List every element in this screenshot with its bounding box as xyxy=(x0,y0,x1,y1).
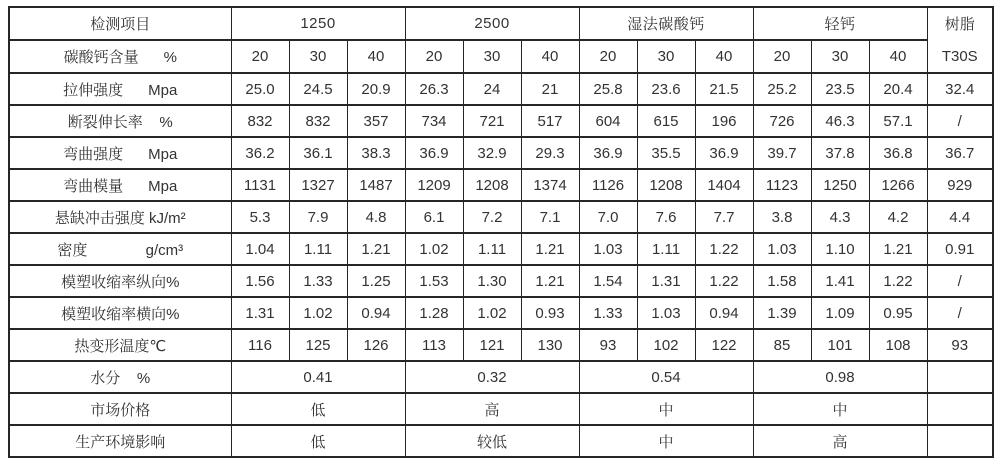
loading-cell: 30 xyxy=(463,40,521,73)
resin-value-cell: 36.7 xyxy=(927,137,993,169)
resin-value-cell: 0.91 xyxy=(927,233,993,265)
value-cell: 46.3 xyxy=(811,105,869,137)
loading-row-label: 碳酸钙含量 % xyxy=(9,40,231,73)
merged-value-cell: 较低 xyxy=(405,425,579,457)
row-label: 悬缺冲击强度 kJ/m² xyxy=(9,201,231,233)
value-cell: 1131 xyxy=(231,169,289,201)
table-row xyxy=(9,201,993,233)
resin-value-cell: / xyxy=(927,265,993,297)
value-cell: 1.21 xyxy=(521,233,579,265)
value-cell: 1.11 xyxy=(289,233,347,265)
table-row xyxy=(9,265,993,297)
loading-cell: 30 xyxy=(289,40,347,73)
value-cell: 1.11 xyxy=(637,233,695,265)
value-cell: 604 xyxy=(579,105,637,137)
table-row xyxy=(9,169,993,201)
resin-value-cell: 93 xyxy=(927,329,993,361)
loading-cell: 20 xyxy=(231,40,289,73)
value-cell: 5.3 xyxy=(231,201,289,233)
loading-cell: 20 xyxy=(753,40,811,73)
value-cell: 37.8 xyxy=(811,137,869,169)
value-cell: 36.9 xyxy=(695,137,753,169)
value-cell: 7.6 xyxy=(637,201,695,233)
resin-value-cell: / xyxy=(927,105,993,137)
header-resin-column xyxy=(927,7,993,73)
value-cell: 1.21 xyxy=(521,265,579,297)
row-label: 生产环境影响 xyxy=(9,425,231,457)
value-cell: 36.1 xyxy=(289,137,347,169)
value-cell: 1.02 xyxy=(405,233,463,265)
value-cell: 1.58 xyxy=(753,265,811,297)
loading-cell: 40 xyxy=(695,40,753,73)
row-label: 水分 % xyxy=(9,361,231,393)
value-cell: 93 xyxy=(579,329,637,361)
value-cell: 1.21 xyxy=(869,233,927,265)
loading-cell: 30 xyxy=(811,40,869,73)
value-cell: 615 xyxy=(637,105,695,137)
row-label: 弯曲模量 Mpa xyxy=(9,169,231,201)
value-cell: 1250 xyxy=(811,169,869,201)
value-cell: 1487 xyxy=(347,169,405,201)
value-cell: 29.3 xyxy=(521,137,579,169)
value-cell: 57.1 xyxy=(869,105,927,137)
merged-value-cell: 中 xyxy=(579,425,753,457)
merged-value-cell: 中 xyxy=(753,393,927,425)
row-label: 密度 g/cm³ xyxy=(9,233,231,265)
value-cell: 1.11 xyxy=(463,233,521,265)
value-cell: 1266 xyxy=(869,169,927,201)
value-cell: 7.9 xyxy=(289,201,347,233)
row-label: 模塑收缩率横向% xyxy=(9,297,231,329)
loading-cell: 20 xyxy=(405,40,463,73)
value-cell: 130 xyxy=(521,329,579,361)
value-cell: 1.02 xyxy=(463,297,521,329)
row-label: 热变形温度℃ xyxy=(9,329,231,361)
value-cell: 1.09 xyxy=(811,297,869,329)
resin-value-cell: 32.4 xyxy=(927,73,993,105)
merged-value-cell: 低 xyxy=(231,425,405,457)
value-cell: 1.31 xyxy=(637,265,695,297)
value-cell: 36.9 xyxy=(405,137,463,169)
value-cell: 734 xyxy=(405,105,463,137)
merged-value-cell: 低 xyxy=(231,393,405,425)
row-label: 市场价格 xyxy=(9,393,231,425)
row-label: 拉伸强度 Mpa xyxy=(9,73,231,105)
value-cell: 1.54 xyxy=(579,265,637,297)
header-test-items: 检测项目 xyxy=(9,7,231,40)
value-cell: 1.22 xyxy=(695,265,753,297)
value-cell: 1208 xyxy=(637,169,695,201)
value-cell: 6.1 xyxy=(405,201,463,233)
material-properties-table xyxy=(8,6,994,458)
header-row-groups xyxy=(9,7,993,40)
value-cell: 1.02 xyxy=(289,297,347,329)
resin-value-cell: 929 xyxy=(927,169,993,201)
table-row xyxy=(9,297,993,329)
table-row xyxy=(9,425,993,457)
value-cell: 1.25 xyxy=(347,265,405,297)
table-row xyxy=(9,73,993,105)
value-cell: 7.1 xyxy=(521,201,579,233)
value-cell: 36.8 xyxy=(869,137,927,169)
merged-value-cell: 高 xyxy=(753,425,927,457)
value-cell: 1374 xyxy=(521,169,579,201)
value-cell: 25.8 xyxy=(579,73,637,105)
value-cell: 1209 xyxy=(405,169,463,201)
merged-value-cell: 0.54 xyxy=(579,361,753,393)
value-cell: 102 xyxy=(637,329,695,361)
value-cell: 25.2 xyxy=(753,73,811,105)
header-group: 1250 xyxy=(231,7,405,40)
table-row xyxy=(9,361,993,393)
value-cell: 1.41 xyxy=(811,265,869,297)
value-cell: 726 xyxy=(753,105,811,137)
resin-value-cell: / xyxy=(927,297,993,329)
header-group: 2500 xyxy=(405,7,579,40)
value-cell: 122 xyxy=(695,329,753,361)
value-cell: 517 xyxy=(521,105,579,137)
resin-value-cell xyxy=(927,361,993,393)
value-cell: 1.56 xyxy=(231,265,289,297)
value-cell: 196 xyxy=(695,105,753,137)
table-row xyxy=(9,137,993,169)
header-group: 湿法碳酸钙 xyxy=(579,7,753,40)
value-cell: 85 xyxy=(753,329,811,361)
resin-name: 树脂 xyxy=(944,16,975,33)
resin-value-cell xyxy=(927,425,993,457)
value-cell: 357 xyxy=(347,105,405,137)
value-cell: 1123 xyxy=(753,169,811,201)
value-cell: 1.33 xyxy=(579,297,637,329)
value-cell: 4.2 xyxy=(869,201,927,233)
value-cell: 21.5 xyxy=(695,73,753,105)
resin-value-cell: 4.4 xyxy=(927,201,993,233)
value-cell: 0.93 xyxy=(521,297,579,329)
value-cell: 116 xyxy=(231,329,289,361)
value-cell: 23.6 xyxy=(637,73,695,105)
value-cell: 7.2 xyxy=(463,201,521,233)
table-row xyxy=(9,393,993,425)
value-cell: 1.21 xyxy=(347,233,405,265)
loading-cell: 30 xyxy=(637,40,695,73)
value-cell: 1404 xyxy=(695,169,753,201)
value-cell: 1.04 xyxy=(231,233,289,265)
merged-value-cell: 0.98 xyxy=(753,361,927,393)
merged-value-cell: 中 xyxy=(579,393,753,425)
loading-cell: 20 xyxy=(579,40,637,73)
value-cell: 1208 xyxy=(463,169,521,201)
value-cell: 23.5 xyxy=(811,73,869,105)
value-cell: 1.28 xyxy=(405,297,463,329)
merged-value-cell: 高 xyxy=(405,393,579,425)
value-cell: 1327 xyxy=(289,169,347,201)
merged-value-cell: 0.32 xyxy=(405,361,579,393)
value-cell: 24 xyxy=(463,73,521,105)
value-cell: 1.39 xyxy=(753,297,811,329)
loading-cell: 40 xyxy=(347,40,405,73)
row-label: 模塑收缩率纵向% xyxy=(9,265,231,297)
value-cell: 1.03 xyxy=(579,233,637,265)
table-row xyxy=(9,329,993,361)
value-cell: 7.7 xyxy=(695,201,753,233)
table-row xyxy=(9,105,993,137)
value-cell: 7.0 xyxy=(579,201,637,233)
value-cell: 0.94 xyxy=(347,297,405,329)
value-cell: 113 xyxy=(405,329,463,361)
value-cell: 101 xyxy=(811,329,869,361)
value-cell: 39.7 xyxy=(753,137,811,169)
value-cell: 832 xyxy=(231,105,289,137)
loading-cell: 40 xyxy=(521,40,579,73)
value-cell: 0.95 xyxy=(869,297,927,329)
row-label: 断裂伸长率 % xyxy=(9,105,231,137)
value-cell: 1.53 xyxy=(405,265,463,297)
value-cell: 1.31 xyxy=(231,297,289,329)
merged-value-cell: 0.41 xyxy=(231,361,405,393)
value-cell: 21 xyxy=(521,73,579,105)
row-label: 弯曲强度 Mpa xyxy=(9,137,231,169)
value-cell: 38.3 xyxy=(347,137,405,169)
value-cell: 0.94 xyxy=(695,297,753,329)
value-cell: 4.8 xyxy=(347,201,405,233)
value-cell: 121 xyxy=(463,329,521,361)
value-cell: 126 xyxy=(347,329,405,361)
value-cell: 1126 xyxy=(579,169,637,201)
value-cell: 1.03 xyxy=(753,233,811,265)
value-cell: 832 xyxy=(289,105,347,137)
value-cell: 25.0 xyxy=(231,73,289,105)
value-cell: 721 xyxy=(463,105,521,137)
value-cell: 20.4 xyxy=(869,73,927,105)
table-row xyxy=(9,233,993,265)
value-cell: 1.22 xyxy=(869,265,927,297)
value-cell: 26.3 xyxy=(405,73,463,105)
value-cell: 36.2 xyxy=(231,137,289,169)
value-cell: 1.10 xyxy=(811,233,869,265)
value-cell: 1.22 xyxy=(695,233,753,265)
header-row-loadings xyxy=(9,40,993,73)
value-cell: 1.30 xyxy=(463,265,521,297)
resin-grade: T30S xyxy=(941,48,978,65)
header-group: 轻钙 xyxy=(753,7,927,40)
value-cell: 20.9 xyxy=(347,73,405,105)
value-cell: 24.5 xyxy=(289,73,347,105)
value-cell: 108 xyxy=(869,329,927,361)
value-cell: 35.5 xyxy=(637,137,695,169)
value-cell: 125 xyxy=(289,329,347,361)
value-cell: 3.8 xyxy=(753,201,811,233)
value-cell: 1.03 xyxy=(637,297,695,329)
loading-cell: 40 xyxy=(869,40,927,73)
value-cell: 36.9 xyxy=(579,137,637,169)
value-cell: 4.3 xyxy=(811,201,869,233)
resin-value-cell xyxy=(927,393,993,425)
value-cell: 32.9 xyxy=(463,137,521,169)
value-cell: 1.33 xyxy=(289,265,347,297)
